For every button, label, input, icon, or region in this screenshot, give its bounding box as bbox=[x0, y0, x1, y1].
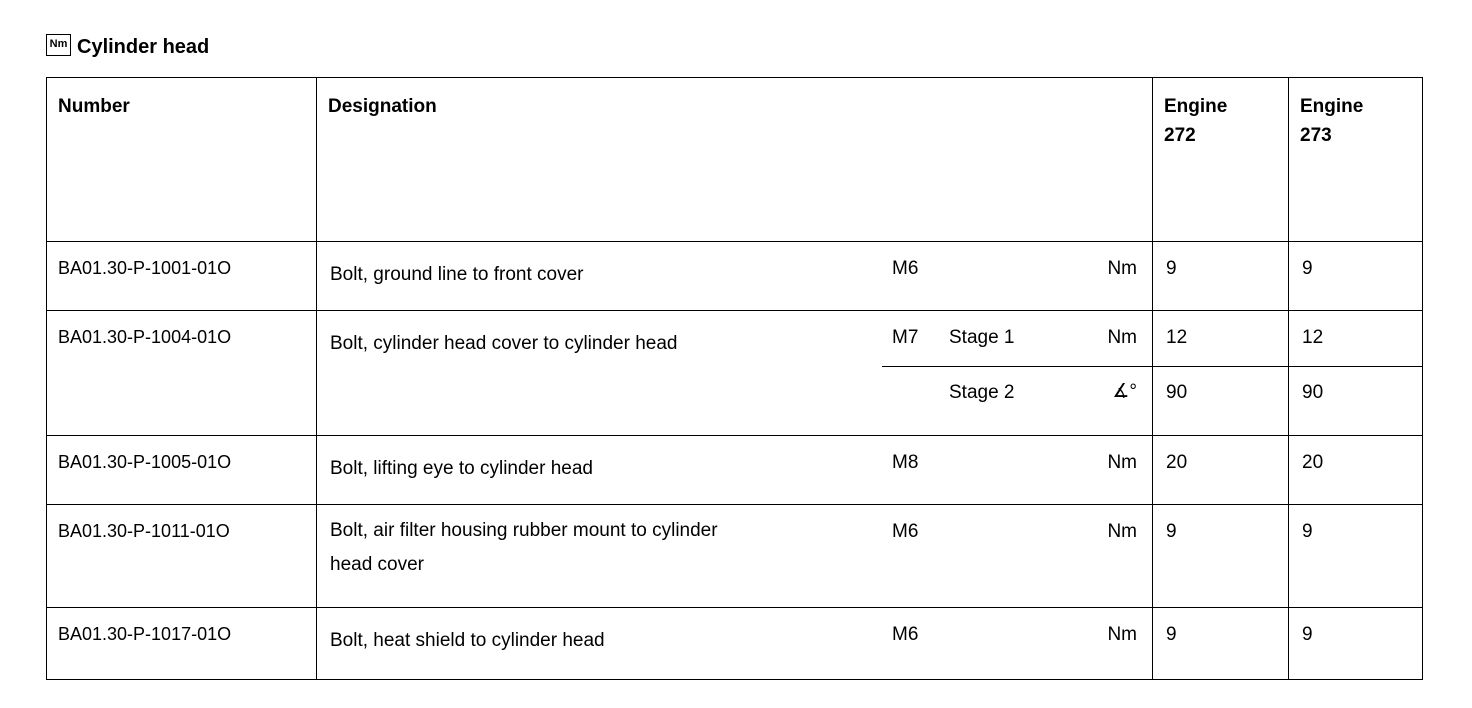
table-row bbox=[47, 505, 1423, 608]
value-text: 9 bbox=[1166, 521, 1177, 542]
designation-cell bbox=[317, 608, 1153, 680]
value-text: 9 bbox=[1302, 624, 1313, 645]
value-text: 20 bbox=[1166, 452, 1188, 473]
torque-spec-table bbox=[46, 77, 1423, 680]
value-text: 9 bbox=[1166, 258, 1177, 279]
part-number: BA01.30-P-1001-01O bbox=[47, 242, 317, 311]
designation-cell bbox=[317, 436, 1153, 505]
value-engine-272 bbox=[1153, 505, 1289, 608]
value-text: 90 bbox=[1166, 382, 1188, 403]
table-row bbox=[47, 242, 1423, 311]
designation-cell bbox=[317, 505, 1153, 608]
value-engine-273 bbox=[1289, 436, 1423, 505]
torque-nm-icon: Nm bbox=[46, 34, 71, 56]
designation-text: Bolt, air filter housing rubber mount to cylinder head cover bbox=[330, 520, 718, 575]
designation-text: Bolt, cylinder head cover to cylinder head bbox=[330, 333, 678, 354]
table-row bbox=[47, 311, 1423, 436]
designation-text: Bolt, heat shield to cylinder head bbox=[330, 630, 605, 651]
header-designation: Designation bbox=[317, 78, 1153, 242]
unit-nm: Nm bbox=[1107, 452, 1137, 473]
unit-nm: Nm bbox=[1107, 327, 1137, 348]
header-engine-273: Engine 273 bbox=[1289, 78, 1423, 242]
stage-divider bbox=[1289, 366, 1422, 367]
stage-label: Stage 1 bbox=[949, 327, 1015, 348]
value-engine-273 bbox=[1289, 311, 1423, 436]
header-engine-272: Engine 272 bbox=[1153, 78, 1289, 242]
stage-divider bbox=[1153, 366, 1288, 367]
title-text: Cylinder head bbox=[77, 36, 210, 58]
designation-text: Bolt, lifting eye to cylinder head bbox=[330, 458, 593, 479]
thread-size: M6 bbox=[892, 624, 919, 645]
part-number: BA01.30-P-1004-01O bbox=[47, 311, 317, 436]
table-row bbox=[47, 608, 1423, 680]
designation-cell bbox=[317, 311, 1153, 436]
part-number: BA01.30-P-1017-01O bbox=[47, 608, 317, 680]
page-title bbox=[46, 36, 209, 59]
stage-divider bbox=[882, 366, 1152, 367]
value-text: 20 bbox=[1302, 452, 1324, 473]
value-engine-272 bbox=[1153, 311, 1289, 436]
part-number: BA01.30-P-1011-01O bbox=[47, 505, 317, 608]
value-text: 12 bbox=[1166, 327, 1188, 348]
unit-nm: Nm bbox=[1107, 624, 1137, 645]
designation-cell bbox=[317, 242, 1153, 311]
part-number: BA01.30-P-1005-01O bbox=[47, 436, 317, 505]
header-number: Number bbox=[47, 78, 317, 242]
designation-text: Bolt, ground line to front cover bbox=[330, 264, 584, 285]
table-row bbox=[47, 436, 1423, 505]
value-text: 9 bbox=[1166, 624, 1177, 645]
value-engine-273 bbox=[1289, 242, 1423, 311]
thread-size: M6 bbox=[892, 258, 919, 279]
value-engine-272 bbox=[1153, 436, 1289, 505]
value-engine-273 bbox=[1289, 608, 1423, 680]
thread-size: M6 bbox=[892, 521, 919, 542]
angle-degree-icon: ∡° bbox=[1112, 381, 1137, 402]
stage-label: Stage 2 bbox=[949, 382, 1015, 403]
unit-nm: Nm bbox=[1107, 521, 1137, 542]
value-text: 9 bbox=[1302, 258, 1313, 279]
value-text: 9 bbox=[1302, 521, 1313, 542]
value-engine-273 bbox=[1289, 505, 1423, 608]
thread-size: M8 bbox=[892, 452, 919, 473]
value-text: 12 bbox=[1302, 327, 1324, 348]
table-header-row bbox=[47, 78, 1423, 242]
value-text: 90 bbox=[1302, 382, 1324, 403]
unit-nm: Nm bbox=[1107, 258, 1137, 279]
value-engine-272 bbox=[1153, 608, 1289, 680]
value-engine-272 bbox=[1153, 242, 1289, 311]
thread-size: M7 bbox=[892, 327, 919, 348]
